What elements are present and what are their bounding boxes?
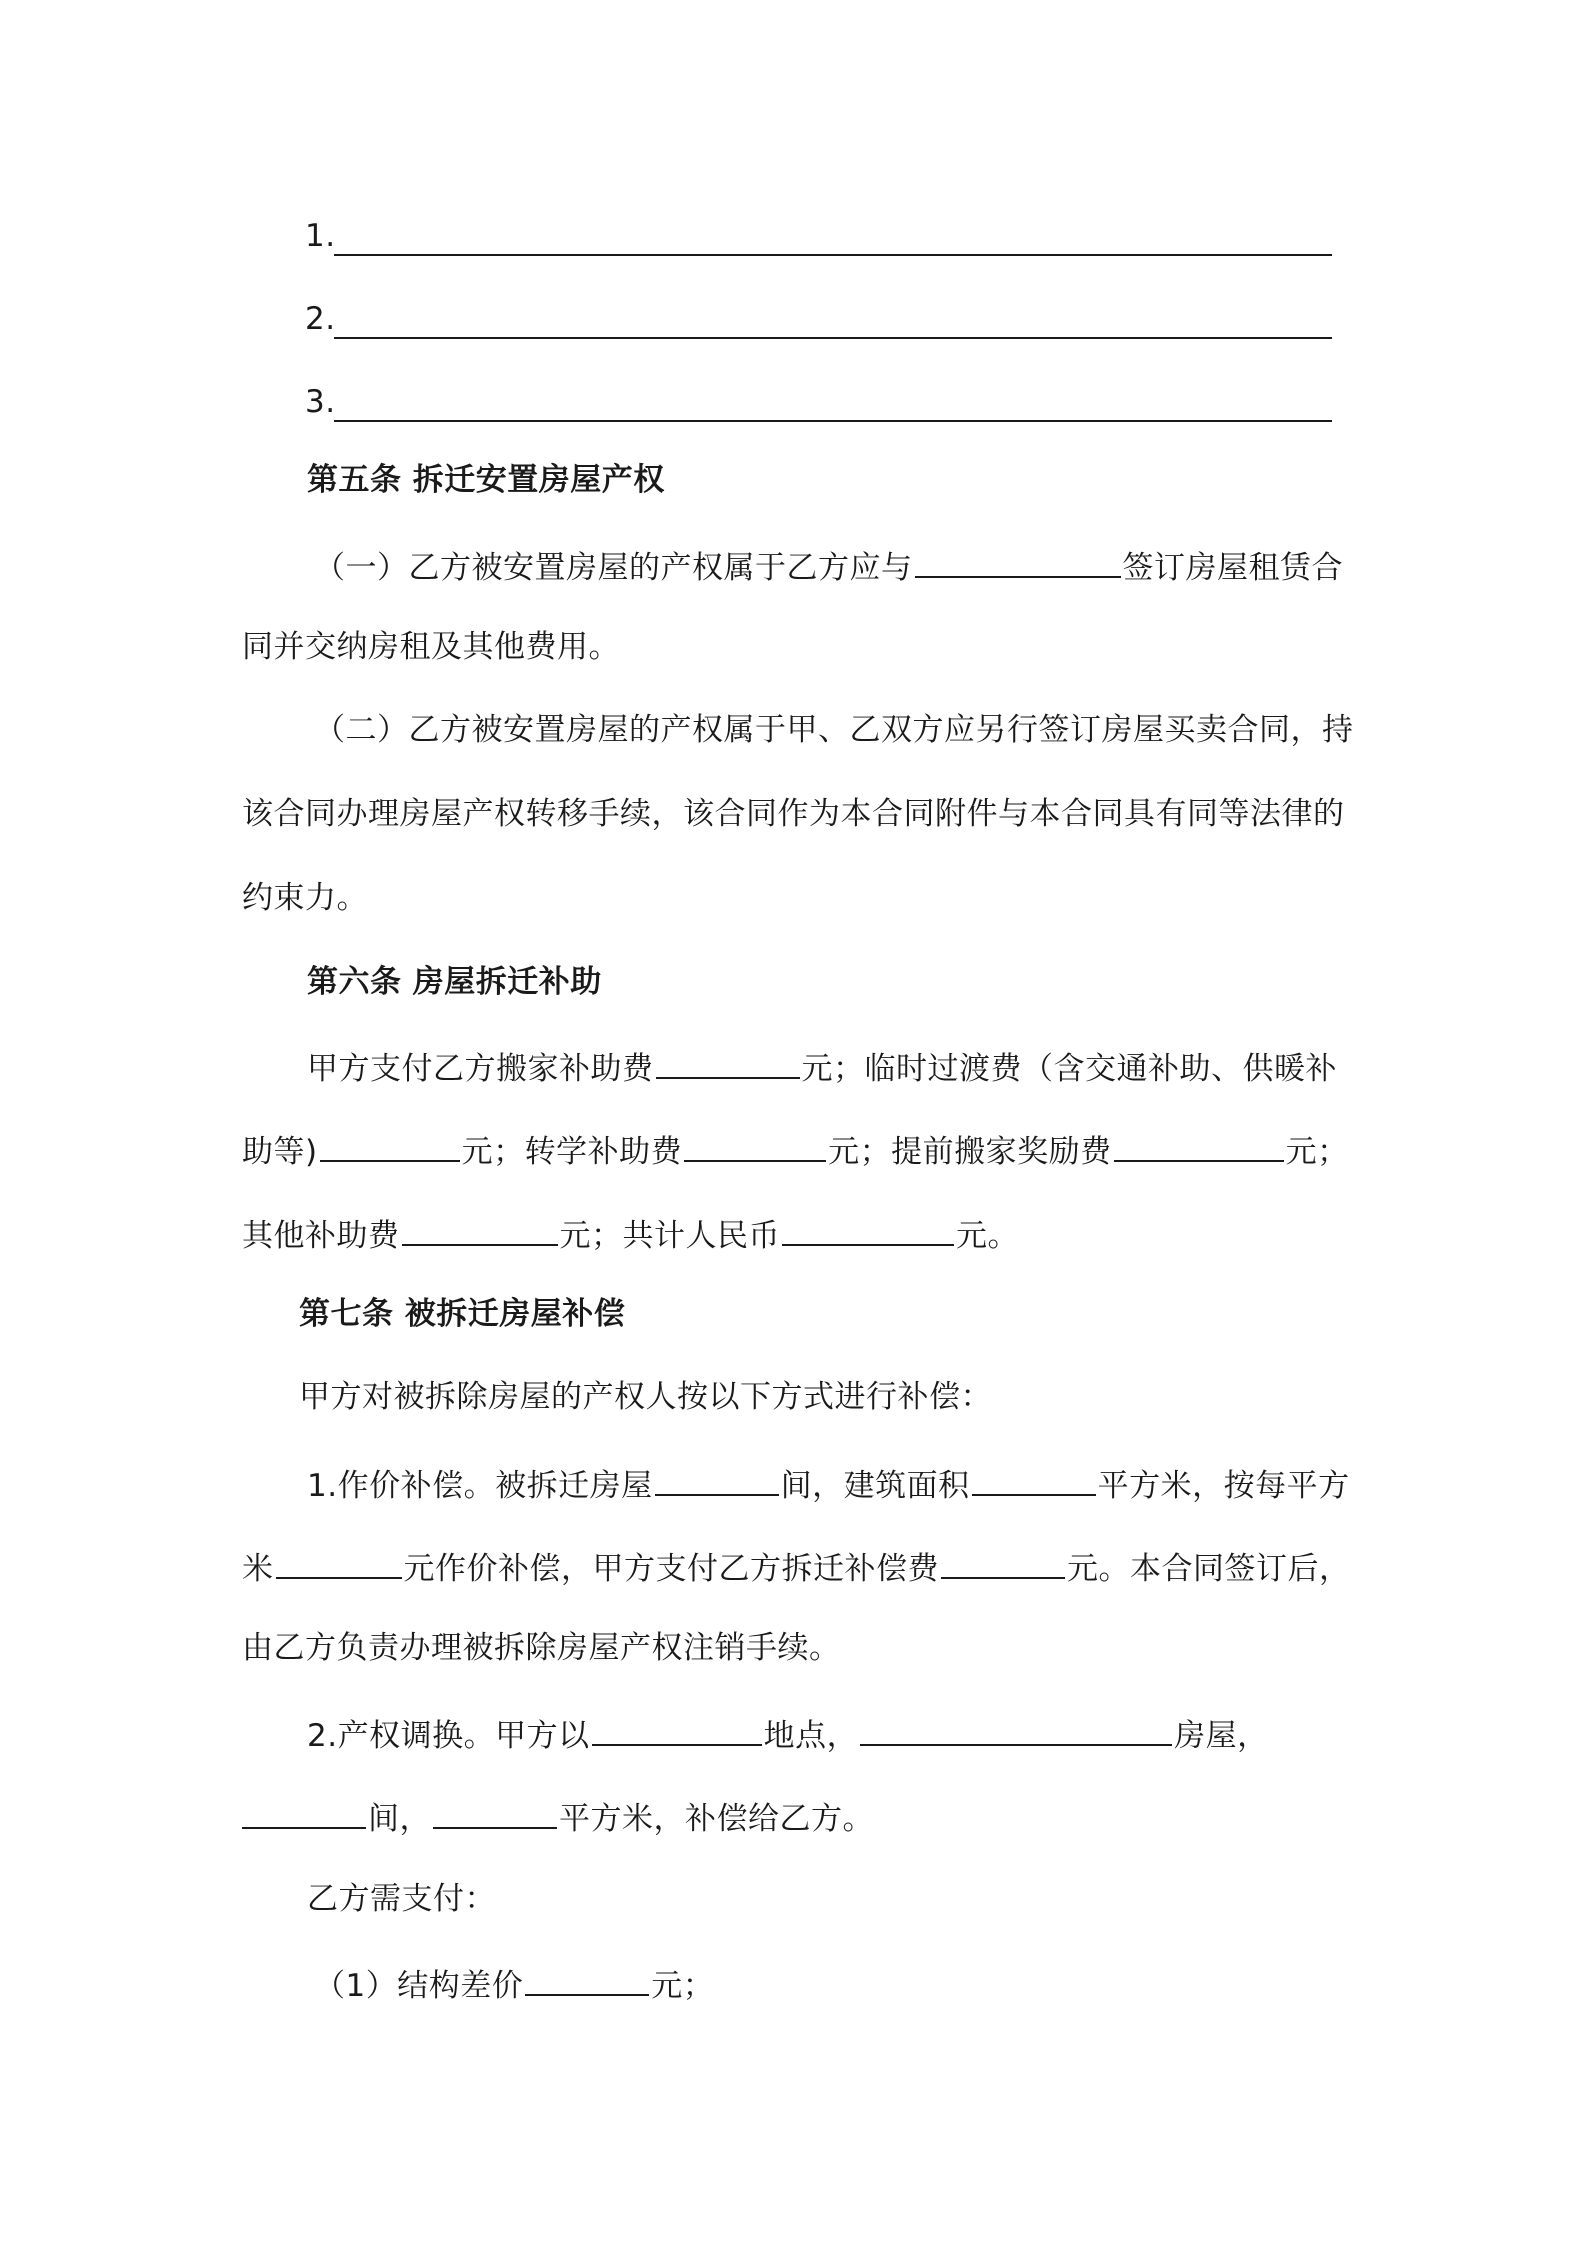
blank-line-1[interactable] xyxy=(334,254,1332,256)
article-6-line-1: 甲方支付乙方搬家补助费 元；临时过渡费（含交通补助、供暖补 xyxy=(307,1043,1337,1091)
blank-field[interactable] xyxy=(592,1710,762,1746)
article-5-para-1: （一）乙方被安置房屋的产权属于乙方应与 签订房屋租赁合 xyxy=(314,542,1343,590)
article-6-title: 第六条 房屋拆迁补助 xyxy=(307,964,602,1000)
article-5-title: 第五条 拆迁安置房屋产权 xyxy=(307,462,665,498)
blank-field[interactable] xyxy=(402,1210,558,1246)
blank-field[interactable] xyxy=(242,1793,366,1829)
blank-field[interactable] xyxy=(684,1126,826,1162)
blank-field[interactable] xyxy=(941,1543,1065,1579)
article-7-item-2: 2.产权调换。甲方以 地点， 房屋， xyxy=(307,1710,1269,1758)
blank-field[interactable] xyxy=(320,1126,460,1162)
blank-field[interactable] xyxy=(782,1210,954,1246)
article-7-pay: 乙方需支付： xyxy=(307,1881,496,1917)
article-5-para-1-cont: 同并交纳房租及其他费用。 xyxy=(242,629,620,665)
article-7-item-1: 1.作价补偿。被拆迁房屋 间，建筑面积 平方米，按每平方 xyxy=(307,1460,1350,1508)
blank-field[interactable] xyxy=(1114,1126,1284,1162)
article-5-para-2-cont: 该合同办理房屋产权转移手续，该合同作为本合同附件与本合同具有同等法律的 xyxy=(242,796,1345,832)
blank-line-2[interactable] xyxy=(334,337,1332,339)
list-item-2: 2. xyxy=(305,301,336,337)
article-6-line-2: 助等) 元；转学补助费 元；提前搬家奖励费 元； xyxy=(242,1126,1349,1174)
blank-field[interactable] xyxy=(972,1460,1096,1496)
article-5-para-2: （二）乙方被安置房屋的产权属于甲、乙双方应另行签订房屋买卖合同，持 xyxy=(314,712,1354,748)
blank-field[interactable] xyxy=(433,1793,557,1829)
article-7-item-1-cont: 米 元作价补偿，甲方支付乙方拆迁补偿费 元。本合同签订后， xyxy=(242,1543,1351,1591)
article-7-intro: 甲方对被拆除房屋的产权人按以下方式进行补偿： xyxy=(299,1379,992,1415)
article-7-item-1-end: 由乙方负责办理被拆除房屋产权注销手续。 xyxy=(242,1630,841,1666)
article-7-sub-1: （1）结构差价 元； xyxy=(314,1960,714,2008)
blank-field[interactable] xyxy=(655,1460,779,1496)
blank-field[interactable] xyxy=(525,1960,649,1996)
article-7-item-2-cont: 间， 平方米，补偿给乙方。 xyxy=(242,1793,874,1841)
blank-field[interactable] xyxy=(915,542,1121,578)
article-7-title: 第七条 被拆迁房屋补偿 xyxy=(299,1296,626,1332)
blank-field[interactable] xyxy=(276,1543,402,1579)
list-item-1: 1. xyxy=(305,218,336,254)
article-6-line-3: 其他补助费 元；共计人民币 元。 xyxy=(242,1210,1019,1258)
list-item-3: 3. xyxy=(305,384,336,420)
article-5-para-2-end: 约束力。 xyxy=(242,880,368,916)
blank-line-3[interactable] xyxy=(334,420,1332,422)
blank-field[interactable] xyxy=(860,1710,1172,1746)
blank-field[interactable] xyxy=(656,1043,800,1079)
